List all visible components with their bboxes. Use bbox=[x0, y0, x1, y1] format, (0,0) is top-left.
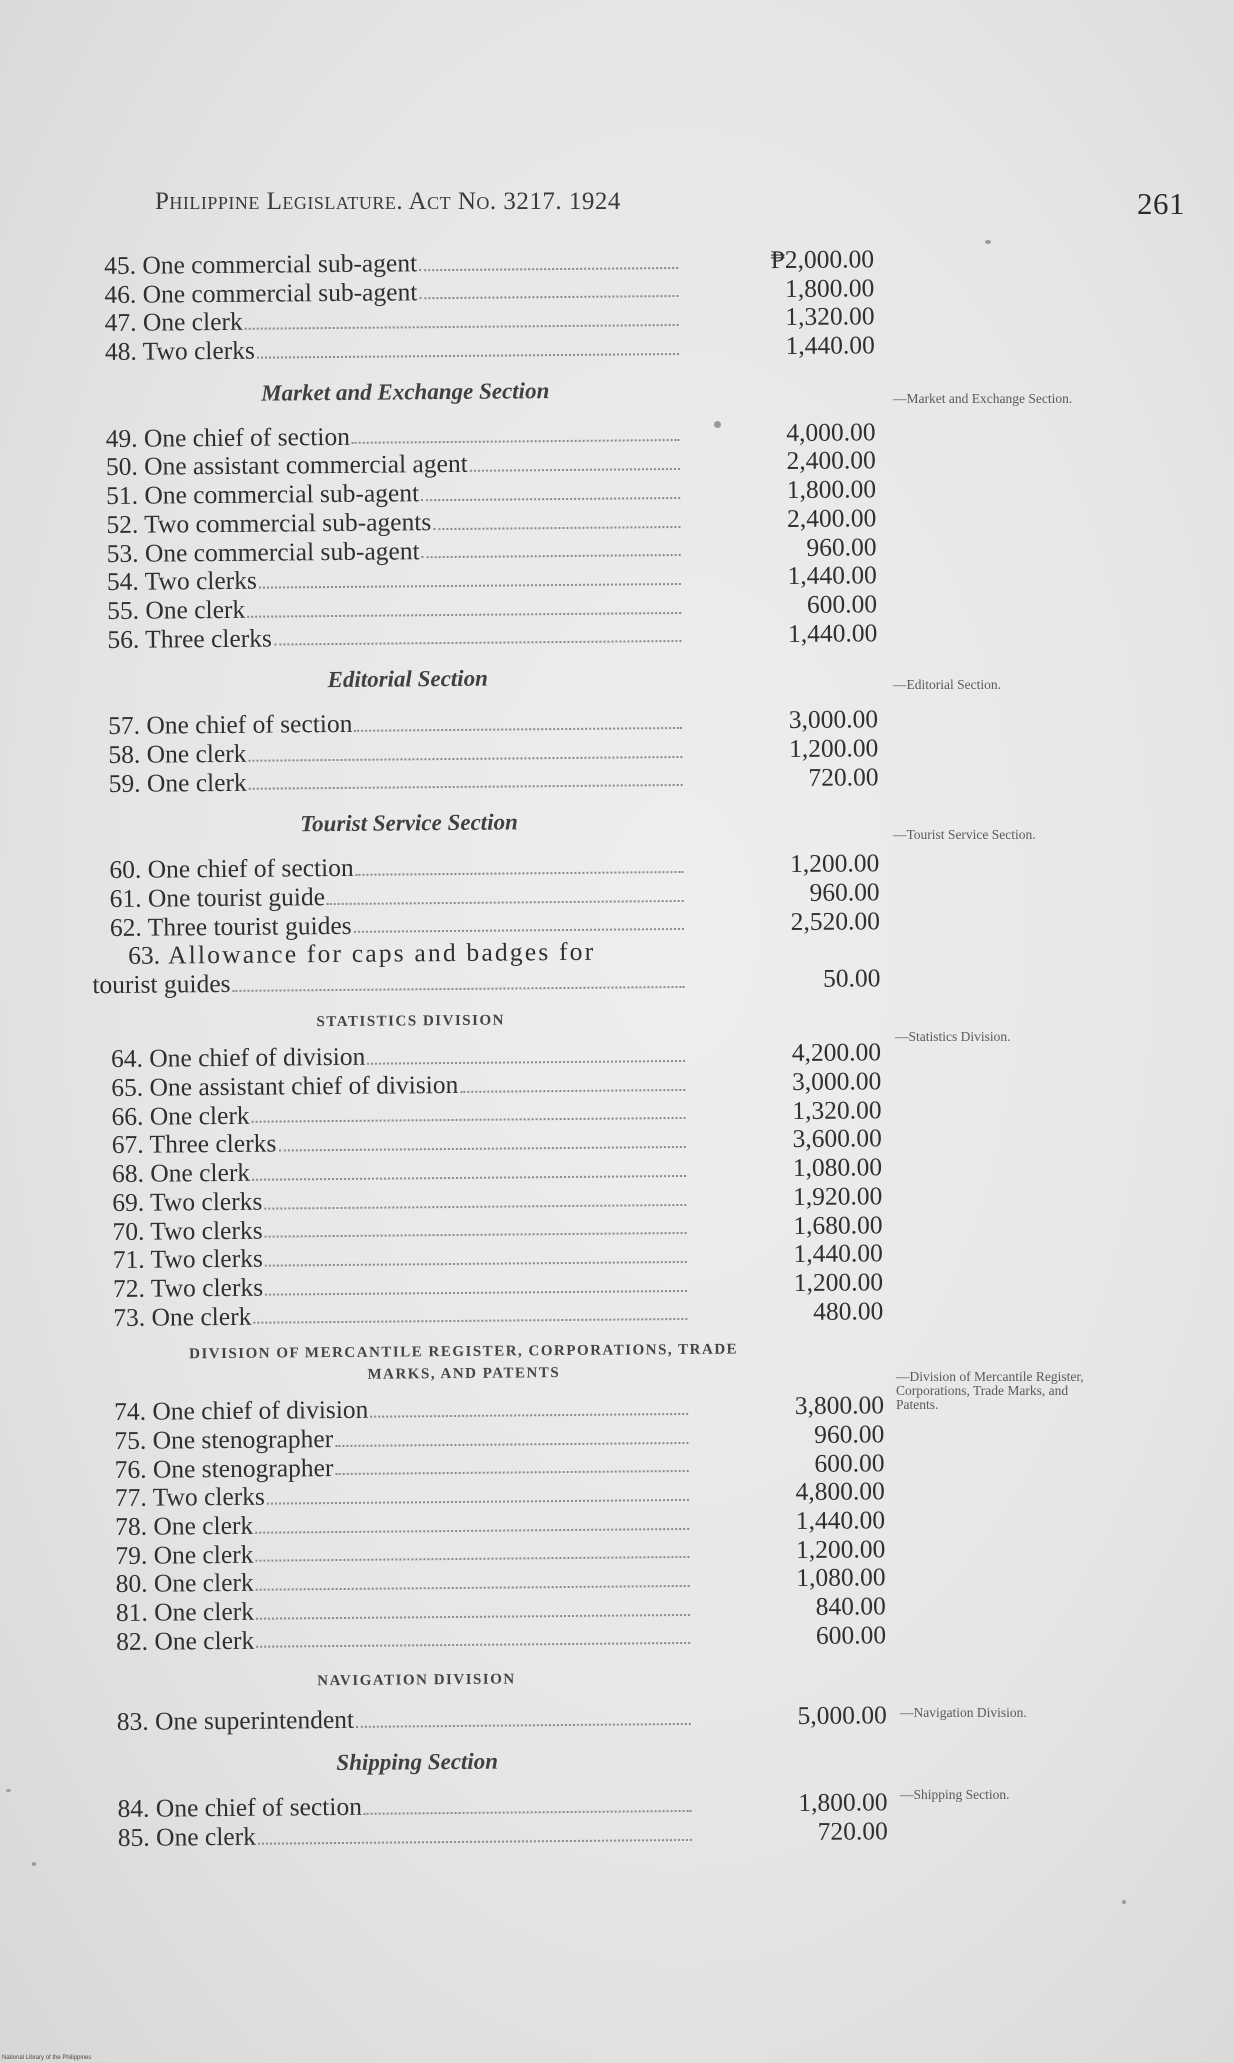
line-item-63 bbox=[92, 935, 910, 1000]
item-amount: 1,440.00 bbox=[787, 560, 877, 591]
item-amount: 960.00 bbox=[814, 1419, 885, 1449]
item-text: One stenographer bbox=[152, 1452, 334, 1484]
item-number: 69. bbox=[112, 1187, 145, 1217]
leader-dots bbox=[255, 1508, 689, 1533]
item-description bbox=[116, 1569, 254, 1599]
item-number: 67. bbox=[111, 1130, 144, 1160]
item-description bbox=[108, 710, 353, 741]
item-description bbox=[106, 508, 431, 540]
item-amount: 1,200.00 bbox=[789, 848, 880, 879]
item-description bbox=[117, 1793, 362, 1824]
leader-dots bbox=[251, 1098, 685, 1123]
item-label-line bbox=[117, 1703, 697, 1737]
margin-note-market: —Market and Exchange Section. bbox=[893, 391, 1073, 406]
item-amount: 1,200.00 bbox=[793, 1267, 884, 1297]
item-amount: 4,000.00 bbox=[786, 417, 876, 447]
item-text: One clerk bbox=[151, 1301, 252, 1332]
item-number: 65. bbox=[111, 1072, 144, 1103]
item-text: One commercial sub-agent bbox=[144, 478, 420, 510]
leader-dots bbox=[470, 448, 680, 472]
leader-dots bbox=[419, 247, 678, 271]
item-number: 50. bbox=[105, 452, 138, 482]
item-description bbox=[115, 1540, 253, 1570]
paper-speck bbox=[1122, 1900, 1126, 1904]
margin-note-tourist: —Tourist Service Section. bbox=[893, 827, 1036, 842]
leader-dots bbox=[258, 1819, 692, 1844]
leader-dots bbox=[460, 1069, 685, 1093]
item-number: 78. bbox=[114, 1511, 148, 1541]
item-group-shipping bbox=[117, 1788, 917, 1852]
paper-speck bbox=[985, 240, 991, 244]
item-description bbox=[108, 740, 246, 770]
item-label-line bbox=[107, 620, 687, 654]
item-amount: 4,800.00 bbox=[795, 1476, 885, 1507]
item-label-line bbox=[109, 765, 689, 799]
leader-dots bbox=[256, 1623, 690, 1648]
item-text: Three tourist guides bbox=[147, 910, 352, 942]
item-number: 75. bbox=[114, 1425, 147, 1455]
margin-note-navigation: —Navigation Division. bbox=[900, 1705, 1027, 1720]
item-63-line1: Allowance for caps and badges for bbox=[167, 937, 596, 970]
item-amount: 600.00 bbox=[814, 1447, 885, 1478]
item-63-amount: 50.00 bbox=[822, 963, 881, 993]
item-amount: 1,320.00 bbox=[792, 1094, 882, 1125]
item-number: 61. bbox=[109, 883, 142, 913]
item-description bbox=[117, 1706, 354, 1737]
item-number: 84. bbox=[117, 1793, 150, 1824]
item-amount: 2,400.00 bbox=[786, 503, 877, 533]
section-heading-mercantile-line1: DIVISION OF MERCANTILE REGISTER, CORPORATIONS, TRADE bbox=[189, 1341, 739, 1363]
item-description bbox=[107, 624, 272, 654]
section-heading-shipping: Shipping Section bbox=[336, 1748, 499, 1776]
item-description bbox=[104, 249, 417, 280]
item-amount: 1,080.00 bbox=[796, 1562, 886, 1593]
item-amount: 3,600.00 bbox=[792, 1123, 882, 1154]
leader-dots bbox=[257, 333, 679, 358]
item-description bbox=[113, 1274, 263, 1304]
item-number: 83. bbox=[116, 1707, 149, 1737]
item-amount: 720.00 bbox=[808, 761, 879, 792]
item-description bbox=[115, 1512, 253, 1542]
item-amount: 960.00 bbox=[809, 877, 880, 907]
item-number: 55. bbox=[107, 595, 140, 625]
item-description bbox=[114, 1396, 368, 1427]
item-text: One chief of section bbox=[155, 1791, 362, 1823]
item-number: 49. bbox=[105, 423, 138, 453]
item-number: 85. bbox=[117, 1822, 150, 1852]
margin-note-editorial: —Editorial Section. bbox=[893, 677, 1001, 692]
item-description bbox=[107, 567, 257, 597]
item-text: One chief of division bbox=[152, 1394, 369, 1426]
item-number: 56. bbox=[107, 624, 140, 654]
running-title: Philippine Legislature. Act No. 3217. 1924 bbox=[155, 188, 621, 215]
item-description bbox=[111, 1102, 249, 1132]
leader-dots bbox=[327, 880, 684, 905]
paper-speck bbox=[32, 1862, 36, 1866]
leader-dots bbox=[352, 420, 680, 445]
leader-dots bbox=[335, 1422, 688, 1447]
item-number: 60. bbox=[109, 855, 142, 885]
item-description bbox=[118, 1823, 256, 1853]
item-group-navigation bbox=[117, 1701, 917, 1737]
item-description bbox=[109, 854, 354, 885]
leader-dots bbox=[252, 1155, 686, 1180]
leader-dots bbox=[259, 563, 681, 588]
leader-dots bbox=[245, 304, 679, 329]
leader-dots bbox=[249, 765, 683, 790]
item-amount: 3,000.00 bbox=[788, 704, 879, 735]
leader-dots bbox=[370, 1393, 688, 1417]
item-description bbox=[106, 450, 468, 482]
leader-dots bbox=[248, 736, 682, 761]
library-credit: National Library of the Philippines bbox=[2, 2055, 92, 2061]
item-text: Two clerks bbox=[150, 1243, 263, 1274]
item-text: Two clerks bbox=[152, 1481, 266, 1512]
leader-dots bbox=[247, 592, 681, 617]
item-amount: 600.00 bbox=[806, 589, 878, 619]
item-description bbox=[106, 423, 351, 454]
leader-dots bbox=[232, 966, 684, 992]
item-description bbox=[105, 337, 255, 367]
item-description bbox=[113, 1245, 263, 1275]
item-amount: 1,320.00 bbox=[785, 301, 875, 332]
item-text: One clerk bbox=[154, 1625, 255, 1656]
item-description bbox=[112, 1130, 277, 1160]
item-number: 54. bbox=[106, 566, 139, 597]
item-number: 53. bbox=[106, 538, 139, 568]
item-text: Two commercial sub-agents bbox=[144, 506, 432, 539]
leader-dots bbox=[356, 851, 684, 876]
item-number: 52. bbox=[106, 509, 139, 539]
item-amount: 720.00 bbox=[817, 1816, 888, 1846]
item-description bbox=[112, 1159, 250, 1189]
item-text: One clerk bbox=[155, 1821, 257, 1852]
item-description bbox=[111, 1043, 365, 1074]
item-text: One clerk bbox=[153, 1568, 254, 1598]
item-label-line bbox=[113, 1298, 693, 1332]
page-number: 261 bbox=[1137, 186, 1185, 221]
section-heading-mercantile-line2: MARKS, AND PATENTS bbox=[367, 1365, 561, 1383]
item-group-statistics bbox=[111, 1038, 913, 1332]
item-description bbox=[116, 1598, 254, 1628]
item-description bbox=[115, 1454, 334, 1485]
item-text: One tourist guide bbox=[147, 882, 326, 913]
item-amount: 4,200.00 bbox=[791, 1037, 882, 1068]
item-amount: 1,200.00 bbox=[788, 733, 879, 763]
leader-dots bbox=[265, 1270, 687, 1295]
item-text: One clerk bbox=[150, 1157, 251, 1188]
leader-dots bbox=[265, 1241, 687, 1266]
section-heading-statistics: STATISTICS DIVISION bbox=[316, 1012, 506, 1031]
leader-dots bbox=[255, 1537, 689, 1562]
item-number: 64. bbox=[110, 1044, 144, 1074]
item-text: One chief of section bbox=[147, 853, 354, 884]
item-group-commercial bbox=[104, 245, 905, 367]
paper-speck bbox=[714, 421, 721, 428]
item-text: One clerk bbox=[142, 307, 243, 338]
item-text: One clerk bbox=[153, 1539, 254, 1570]
leader-dots bbox=[433, 506, 680, 530]
item-text: One clerk bbox=[153, 1596, 255, 1627]
item-description bbox=[110, 912, 352, 943]
item-amount: 480.00 bbox=[813, 1295, 884, 1326]
item-text: One commercial sub-agent bbox=[142, 248, 418, 280]
leader-dots bbox=[419, 276, 678, 300]
item-group-editorial bbox=[108, 705, 909, 798]
item-text: Two clerks bbox=[142, 335, 256, 366]
item-63-second-line bbox=[92, 966, 690, 1000]
leader-dots bbox=[264, 1184, 686, 1209]
item-number: 77. bbox=[114, 1482, 147, 1513]
section-heading-market: Market and Exchange Section bbox=[261, 377, 550, 406]
item-amount: 1,440.00 bbox=[795, 1505, 886, 1536]
item-number: 51. bbox=[105, 480, 139, 511]
line-item bbox=[105, 331, 905, 367]
item-amount: 960.00 bbox=[806, 531, 877, 562]
section-heading-editorial: Editorial Section bbox=[327, 665, 489, 693]
leader-dots bbox=[335, 1451, 688, 1476]
item-text: One assistant commercial agent bbox=[143, 449, 468, 482]
line-item bbox=[109, 763, 909, 799]
leader-dots bbox=[367, 1040, 685, 1064]
section-heading-navigation: NAVIGATION DIVISION bbox=[317, 1671, 516, 1690]
page-header bbox=[155, 186, 1185, 221]
item-amount: 840.00 bbox=[815, 1591, 886, 1621]
item-number: 62. bbox=[109, 912, 142, 942]
item-group-tourist bbox=[109, 849, 910, 942]
item-description bbox=[110, 883, 326, 914]
item-number: 45. bbox=[103, 250, 137, 280]
item-description bbox=[111, 1071, 458, 1103]
item-description bbox=[112, 1216, 262, 1246]
item-text: One commercial sub-agent bbox=[142, 276, 418, 309]
item-text: One clerk bbox=[149, 1100, 250, 1131]
item-text: One chief of division bbox=[149, 1042, 366, 1074]
item-label-line bbox=[116, 1623, 696, 1657]
leader-dots bbox=[356, 1703, 691, 1728]
item-number: 80. bbox=[115, 1569, 148, 1599]
item-number: 58. bbox=[108, 739, 141, 769]
item-number: 48. bbox=[104, 336, 137, 367]
item-amount: 1,680.00 bbox=[793, 1209, 883, 1240]
item-description bbox=[107, 596, 245, 626]
line-item bbox=[116, 1621, 916, 1657]
item-amount: 2,520.00 bbox=[790, 905, 880, 936]
item-amount: 3,800.00 bbox=[794, 1390, 885, 1421]
item-label-line bbox=[118, 1819, 698, 1853]
item-text: Three clerks bbox=[149, 1128, 277, 1160]
item-number: 72. bbox=[112, 1273, 146, 1303]
item-description bbox=[114, 1425, 333, 1456]
item-amount: 2,400.00 bbox=[786, 445, 876, 476]
item-text: One clerk bbox=[146, 738, 247, 769]
appropriation-list bbox=[92, 244, 918, 1852]
leader-dots bbox=[278, 1126, 686, 1151]
line-item bbox=[107, 619, 907, 655]
item-text: Two clerks bbox=[150, 1272, 264, 1303]
leader-dots bbox=[364, 1790, 692, 1815]
item-amount: 1,440.00 bbox=[787, 617, 878, 648]
item-description bbox=[107, 537, 420, 568]
item-text: One chief of section bbox=[143, 421, 351, 453]
item-description bbox=[115, 1483, 265, 1513]
line-item bbox=[117, 1701, 917, 1737]
item-amount: 5,000.00 bbox=[797, 1700, 887, 1731]
leader-dots bbox=[267, 1479, 689, 1504]
item-amount: 1,800.00 bbox=[784, 272, 875, 303]
item-amount: 1,800.00 bbox=[786, 474, 877, 505]
item-group-mercantile bbox=[114, 1391, 916, 1656]
item-label-line bbox=[105, 333, 685, 367]
item-description bbox=[106, 479, 419, 510]
item-description bbox=[113, 1302, 251, 1332]
item-text: Two clerks bbox=[149, 1186, 263, 1217]
item-description bbox=[104, 278, 417, 309]
item-text: One stenographer bbox=[152, 1423, 334, 1455]
paper-speck bbox=[6, 1789, 11, 1792]
item-number: 68. bbox=[111, 1158, 145, 1189]
item-text: Two clerks bbox=[150, 1215, 263, 1246]
item-amount: 1,440.00 bbox=[793, 1238, 883, 1269]
item-amount: 3,000.00 bbox=[791, 1066, 882, 1097]
item-description bbox=[112, 1187, 262, 1217]
item-description bbox=[109, 768, 247, 798]
item-number: 57. bbox=[108, 710, 141, 741]
leader-dots bbox=[256, 1565, 690, 1590]
item-amount: 1,440.00 bbox=[785, 330, 875, 361]
item-number: 79. bbox=[115, 1540, 148, 1570]
item-amount: 1,920.00 bbox=[792, 1181, 883, 1211]
leader-dots bbox=[274, 621, 682, 646]
item-text: One superintendent bbox=[154, 1705, 355, 1737]
leader-dots bbox=[264, 1212, 686, 1237]
item-amount: ₱2,000.00 bbox=[770, 244, 875, 275]
item-description bbox=[116, 1626, 254, 1656]
item-number: 74. bbox=[113, 1396, 147, 1427]
item-number: 71. bbox=[112, 1244, 145, 1275]
item-amount: 1,200.00 bbox=[795, 1533, 886, 1564]
item-amount: 600.00 bbox=[815, 1619, 887, 1650]
item-number: 70. bbox=[112, 1216, 145, 1246]
item-number: 76. bbox=[114, 1454, 147, 1484]
section-heading-mercantile bbox=[114, 1338, 814, 1388]
item-63-number: 63. bbox=[128, 940, 161, 971]
margin-note-statistics: —Statistics Division. bbox=[895, 1029, 1011, 1044]
item-text: One commercial sub-agent bbox=[144, 535, 420, 568]
leader-dots bbox=[421, 477, 680, 501]
item-group-market bbox=[106, 418, 908, 654]
item-number: 46. bbox=[104, 279, 137, 309]
margin-note-shipping: —Shipping Section. bbox=[900, 1787, 1010, 1802]
line-item bbox=[118, 1817, 918, 1853]
item-text: Two clerks bbox=[144, 565, 258, 596]
item-text: One clerk bbox=[146, 767, 247, 798]
leader-dots bbox=[253, 1299, 687, 1324]
item-description bbox=[105, 308, 243, 338]
line-item bbox=[113, 1297, 913, 1333]
item-amount: 1,800.00 bbox=[798, 1787, 888, 1818]
item-text: One clerk bbox=[145, 594, 246, 625]
item-63-line2: tourist guides bbox=[92, 968, 231, 1000]
item-number: 66. bbox=[111, 1101, 144, 1131]
item-text: One clerk bbox=[153, 1510, 254, 1541]
item-amount: 1,080.00 bbox=[792, 1152, 883, 1183]
item-number: 81. bbox=[115, 1597, 148, 1628]
item-number: 47. bbox=[104, 308, 137, 338]
leader-dots bbox=[256, 1594, 690, 1619]
section-heading-tourist: Tourist Service Section bbox=[300, 809, 518, 837]
leader-dots bbox=[421, 534, 680, 558]
margin-note-mercantile: —Division of Mercantile Register, Corporations, Trade Marks, and Patents. bbox=[896, 1369, 1084, 1412]
item-number: 59. bbox=[108, 768, 141, 798]
item-text: Three clerks bbox=[145, 623, 273, 654]
leader-dots bbox=[354, 707, 682, 732]
item-number: 82. bbox=[115, 1626, 149, 1656]
item-text: One chief of section bbox=[146, 709, 353, 740]
item-text: One assistant chief of division bbox=[149, 1070, 459, 1102]
item-number: 73. bbox=[113, 1302, 146, 1332]
leader-dots bbox=[354, 909, 684, 934]
